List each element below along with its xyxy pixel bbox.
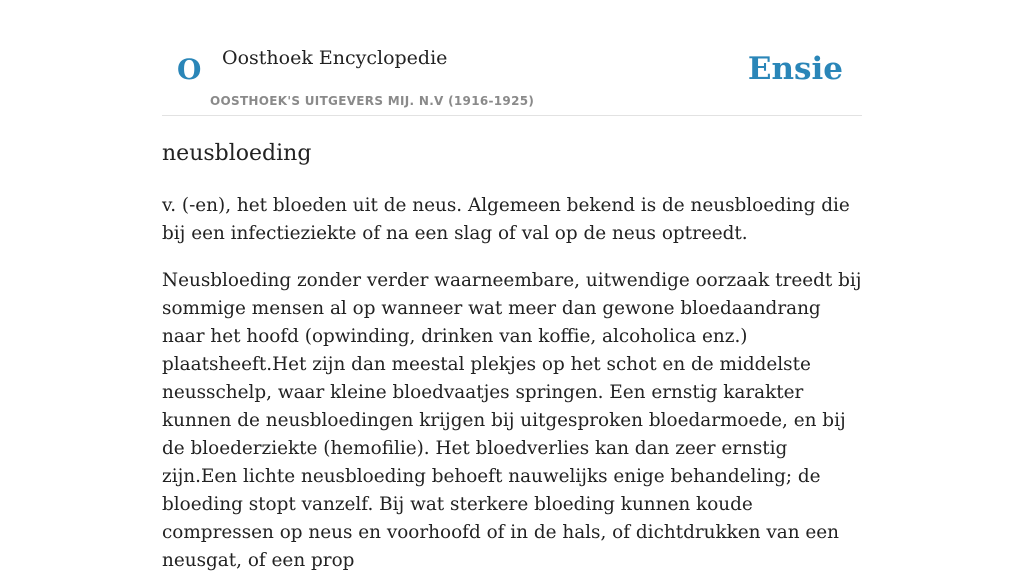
entry-paragraph-body: Neusbloeding zonder verder waarneembare, uitwendige oorzaak treedt bij sommige mensen al op wanneer wat meer dan gewone bloedaandrang naar het hoofd (opwinding, drinken van koffie, alcoholica enz.) plaatsheeft.Het zijn dan meestal plekjes op het schot en de middelste neusschelp, waar kleine bloedvaatjes springen. Een ernstig karakter kunnen de neusbloedingen krijgen bij uitgesproken bloedarmoede, en bij de bloederziekte (hemofilie). Het bloedverlies kan dan zeer ernstig zijn.Een lichte neusbloeding behoeft nauwelijks enige behandeling; de bloeding stopt vanzelf. Bij wat sterkere bloeding kunnen koude compressen op neus en voorhoofd of in de hals, of dichtdrukken van een neusgat, of een prop <box>162 270 862 571</box>
book-header <box>162 0 862 116</box>
publisher-label: OOSTHOEK'S UITGEVERS MIJ. N.V (1916-1925) <box>210 94 535 108</box>
entry-content <box>162 136 862 575</box>
entry-title: neusbloeding <box>162 141 312 166</box>
ensie-logo-link[interactable]: Ensie <box>747 51 843 87</box>
book-title-link[interactable]: Oosthoek Encyclopedie <box>222 47 448 69</box>
entry-paragraph-definition: v. (-en), het bloeden uit de neus. Algemeen bekend is de neusbloeding die bij een infectieziekte of na een slag of val op de neus optreedt. <box>162 195 850 244</box>
book-initial-icon[interactable]: O <box>177 53 202 86</box>
